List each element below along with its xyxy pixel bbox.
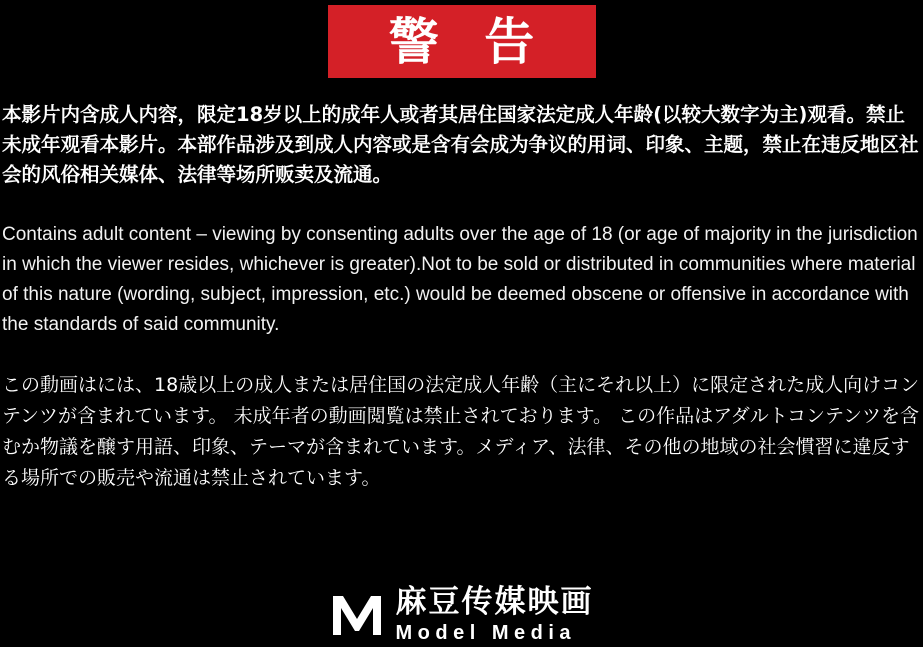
notice-text-english: Contains adult content – viewing by consenting adults over the age of 18 (or age of majority in the jurisdiction in which the viewer resides, whichever is greater).Not to be sold or distributed in communities where material of this nature (wording, subject, impression, etc.) would be deemed obscene or offensive in accordance with the standards of said community. [2,224,918,335]
warning-banner-container [0,0,923,78]
notice-text-chinese: 本影片内含成人内容，限定18岁以上的成年人或者其居住国家法定成人年龄(以较大数字为主)观看。禁止未成年观看本影片。本部作品涉及到成人内容或是含有会成为争议的用词、印象、主题，禁止在违反地区社会的风俗相关媒体、法律等场所贩卖及流通。 [2,103,919,186]
brand-logo [0,584,923,644]
brand-name-en: Model Media [395,622,577,644]
warning-banner: 警 告 [328,5,596,78]
m-logo-icon [330,592,384,638]
notice-content [0,100,923,494]
brand-logo-text [395,584,594,644]
notice-text-japanese: この動画はには、18歳以上の成人または居住国の法定成人年齢（主にそれ以上）に限定された成人向けコンテンツが含まれています。 未成年者の動画閲覧は禁止されております。 この作品はアダルトコンテンツを含むか物議を醸す用語、印象、テーマが含まれています。メディア、法律、その他の地域の社会慣習に違反する場所での販売や流通は禁止されています。 [2,374,920,489]
brand-name-cn: 麻豆传媒映画 [395,584,594,620]
